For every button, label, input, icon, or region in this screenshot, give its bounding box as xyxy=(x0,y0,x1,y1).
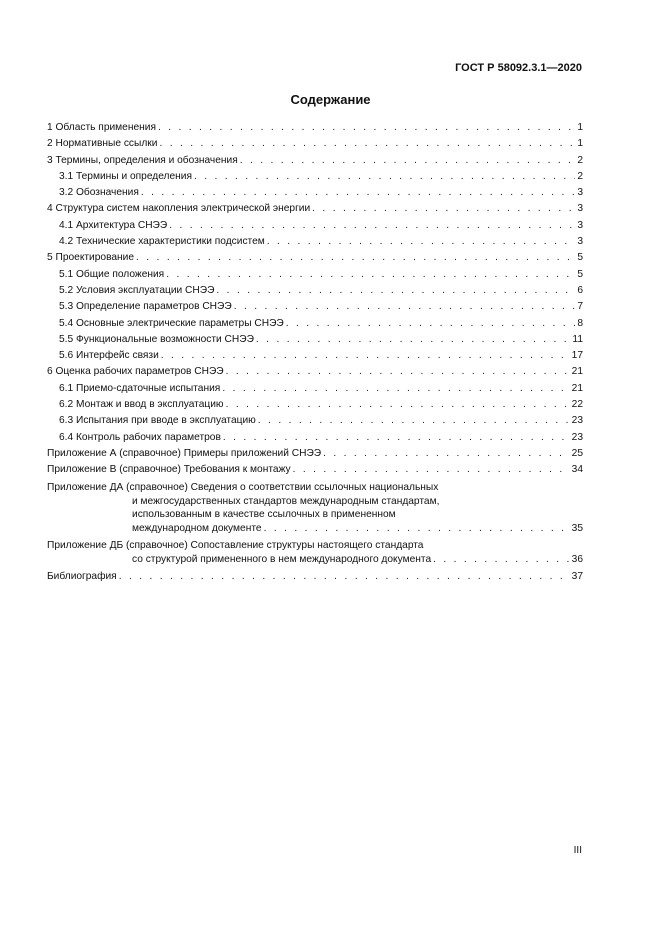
appendix-da-line-1: Приложение ДА (справочное) Сведения о соответствии ссылочных национальных xyxy=(47,481,439,493)
page-number: III xyxy=(573,845,582,856)
table-of-contents xyxy=(47,120,583,585)
toc-entry-text: 5.1 Общие положения xyxy=(59,268,165,280)
toc-entry-text: Приложение А (справочное) Примеры приложений СНЭЭ xyxy=(47,447,322,459)
toc-title: Содержание xyxy=(290,92,371,107)
toc-subentry[interactable] xyxy=(47,397,583,413)
toc-subentry[interactable] xyxy=(47,218,583,234)
toc-entry[interactable] xyxy=(47,364,583,380)
toc-entry-appendix-da[interactable] xyxy=(47,481,583,536)
toc-entry-bibliography[interactable] xyxy=(47,569,583,585)
toc-entry-text: 5.6 Интерфейс связи xyxy=(59,350,159,362)
toc-entry-text: 6 Оценка рабочих параметров СНЭЭ xyxy=(47,366,224,378)
toc-entry-text: 3.1 Термины и определения xyxy=(59,170,192,182)
toc-entry-text: 6.3 Испытания при вводе в эксплуатацию xyxy=(59,415,256,427)
toc-entry-page: 2 xyxy=(577,170,583,182)
toc-entry-page: 34 xyxy=(571,464,583,476)
toc-entry-page: 21 xyxy=(571,366,583,378)
toc-entry[interactable] xyxy=(47,120,583,136)
toc-entry-appendix-b[interactable] xyxy=(47,462,583,478)
toc-entry-text: 6.1 Приемо-сдаточные испытания xyxy=(59,382,221,394)
toc-entry-page: 21 xyxy=(571,382,583,394)
toc-subentry[interactable] xyxy=(47,169,583,185)
toc-entry-page: 17 xyxy=(571,350,583,362)
toc-entry-page: 2 xyxy=(577,154,583,166)
toc-entry-page: 7 xyxy=(577,301,583,313)
toc-entry-page: 3 xyxy=(577,219,583,231)
toc-entry-page: 23 xyxy=(571,415,583,427)
toc-entry-page: 36 xyxy=(571,553,583,565)
toc-entry-text: 5 Проектирование xyxy=(47,252,135,264)
toc-entry-page: 6 xyxy=(577,284,583,296)
toc-entry-page: 37 xyxy=(571,570,583,582)
toc-entry-appendix-a[interactable] xyxy=(47,446,583,462)
toc-entry-page: 5 xyxy=(577,268,583,280)
appendix-db-line-1: Приложение ДБ (справочное) Сопоставление структуры настоящего стандарта xyxy=(47,539,424,551)
toc-entry-text: 6.2 Монтаж и ввод в эксплуатацию xyxy=(59,399,224,411)
toc-entry-page: 11 xyxy=(572,333,583,345)
toc-entry-text: 5.3 Определение параметров СНЭЭ xyxy=(59,301,232,313)
toc-subentry[interactable] xyxy=(47,267,583,283)
toc-entry-text: 6.4 Контроль рабочих параметров xyxy=(59,431,221,443)
toc-entry-page: 3 xyxy=(577,236,583,248)
toc-entry-page: 1 xyxy=(577,122,583,133)
appendix-da-line-4: международном документе xyxy=(132,522,262,534)
toc-entry-page: 3 xyxy=(577,187,583,199)
toc-entry-page: 8 xyxy=(577,317,583,329)
toc-entry-text: 5.2 Условия эксплуатации СНЭЭ xyxy=(59,284,215,296)
toc-subentry[interactable] xyxy=(47,348,583,364)
toc-entry-page: 25 xyxy=(571,447,583,459)
toc-entry-text: 1 Область применения xyxy=(47,122,156,133)
toc-entry-text: Приложение В (справочное) Требования к монтажу xyxy=(47,464,291,476)
toc-entry-appendix-db[interactable] xyxy=(47,539,583,567)
toc-entry-page: 22 xyxy=(571,399,583,411)
toc-entry-page: 35 xyxy=(571,522,583,534)
toc-subentry[interactable] xyxy=(47,430,583,446)
toc-entry-page: 1 xyxy=(577,138,583,150)
toc-subentry[interactable] xyxy=(47,283,583,299)
appendix-da-line-3: использованным в качестве ссылочных в примененном xyxy=(132,509,396,521)
toc-subentry[interactable] xyxy=(47,316,583,332)
toc-entry-text: 3 Термины, определения и обозначения xyxy=(47,154,238,166)
toc-subentry[interactable] xyxy=(47,413,583,429)
toc-entry-text: 2 Нормативные ссылки xyxy=(47,138,158,150)
toc-entry[interactable] xyxy=(47,153,583,169)
toc-entry-text: 4.1 Архитектура СНЭЭ xyxy=(59,219,168,231)
toc-entry-text: 5.4 Основные электрические параметры СНЭЭ xyxy=(59,317,284,329)
toc-entry[interactable] xyxy=(47,201,583,217)
toc-entry-text: 4 Структура систем накопления электрической энергии xyxy=(47,203,311,215)
appendix-db-line-2: со структурой примененного в нем международного документа xyxy=(132,553,432,565)
toc-entry[interactable] xyxy=(47,250,583,266)
toc-subentry[interactable] xyxy=(47,381,583,397)
toc-subentry[interactable] xyxy=(47,332,583,348)
toc-subentry[interactable] xyxy=(47,185,583,201)
toc-entry-text: 4.2 Технические характеристики подсистем xyxy=(59,236,265,248)
toc-entry-text: 5.5 Функциональные возможности СНЭЭ xyxy=(59,333,254,345)
document-code: ГОСТ Р 58092.3.1—2020 xyxy=(455,62,582,74)
appendix-da-last-line xyxy=(47,522,583,536)
appendix-db-last-line xyxy=(47,553,583,567)
toc-entry-page: 5 xyxy=(577,252,583,264)
toc-entry-page: 23 xyxy=(571,431,583,443)
appendix-da-line-2: и межгосударственных стандартов международным стандартам, xyxy=(132,495,440,507)
toc-subentry[interactable] xyxy=(47,299,583,315)
toc-entry-text: Библиография xyxy=(47,570,117,582)
toc-subentry[interactable] xyxy=(47,234,583,250)
toc-entry-text: 3.2 Обозначения xyxy=(59,187,139,199)
toc-entry-page: 3 xyxy=(577,203,583,215)
toc-entry[interactable] xyxy=(47,136,583,152)
